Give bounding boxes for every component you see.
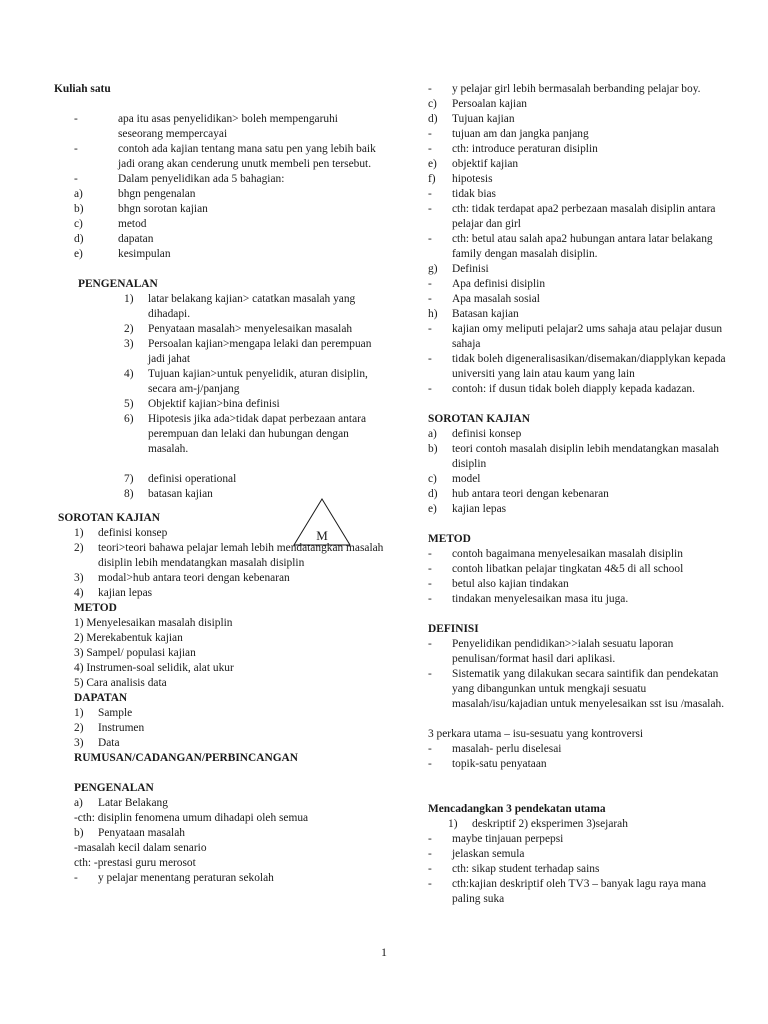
line-text: Penyelidikan pendidikan>>ialah sesuatu laporan penulisan/format hasil dari aplikasi.: [452, 638, 674, 665]
line-text: 1) Menyelesaikan masalah disiplin: [74, 617, 233, 629]
line-text: Instrumen: [98, 722, 145, 734]
list-marker: -: [428, 383, 432, 395]
line-text: Batasan kajian: [452, 308, 519, 320]
list-marker: a): [428, 428, 437, 440]
line-text: objektif kajian: [452, 158, 519, 170]
list-item: [54, 397, 384, 412]
spacer: [428, 517, 728, 532]
list-item: [54, 871, 384, 886]
text-line: [54, 631, 384, 646]
section-heading: [54, 82, 384, 97]
list-item: [54, 322, 384, 337]
list-marker: -: [428, 833, 432, 845]
line-text: bhgn pengenalan: [118, 188, 196, 200]
section-heading: [54, 751, 384, 766]
list-marker: 3): [74, 572, 84, 584]
line-text: model: [452, 473, 481, 485]
list-marker: -: [74, 113, 78, 125]
line-text: hub antara teori dengan kebenaran: [452, 488, 609, 500]
line-text: cth: sikap student terhadap sains: [452, 863, 600, 875]
list-item: [54, 292, 384, 322]
line-text: teori>teori bahawa pelajar lemah lebih mendatangkan masalah disiplin lebih mendatangkan masalah disiplin: [98, 542, 384, 569]
line-text: apa itu asas penyelidikan> boleh mempengaruhi seseorang mempercayai: [118, 113, 338, 140]
list-marker: -: [428, 743, 432, 755]
line-text: teori contoh masalah disiplin lebih mendatangkan masalah disiplin: [452, 443, 719, 470]
text-line: [54, 811, 384, 826]
list-item: [428, 832, 728, 847]
list-marker: 3): [74, 737, 84, 749]
list-marker: -: [428, 323, 432, 335]
list-marker: a): [74, 797, 83, 809]
list-marker: -: [428, 233, 432, 245]
line-text: tindakan menyelesaikan masa itu juga.: [452, 593, 629, 605]
line-text: contoh ada kajian tentang mana satu pen yang lebih baik jadi orang akan cenderung unutk membeli pen tersebut.: [118, 143, 376, 170]
section-heading: [428, 802, 728, 817]
line-text: 3 perkara utama – isu-sesuatu yang kontroversi: [428, 728, 644, 740]
line-text: cth: betul atau salah apa2 hubungan antara latar belakang family dengan masalah disiplin.: [452, 233, 713, 260]
text-line: [54, 661, 384, 676]
line-text: Latar Belakang: [98, 797, 168, 809]
list-marker: -: [428, 758, 432, 770]
triangle-label: M: [316, 528, 328, 543]
line-text: kesimpulan: [118, 248, 171, 260]
line-text: Dalam penyelidikan ada 5 bahagian:: [118, 173, 285, 185]
list-marker: -: [428, 353, 432, 365]
section-heading: [54, 601, 384, 616]
triangle-m-diagram: [292, 498, 352, 548]
left-column: [54, 82, 384, 886]
list-item: [54, 472, 384, 487]
list-item: [54, 202, 384, 217]
list-marker: -: [428, 638, 432, 650]
list-item: [428, 202, 728, 232]
list-marker: d): [74, 233, 84, 245]
line-text: Persoalan kajian: [452, 98, 527, 110]
list-item: [54, 232, 384, 247]
list-item: [428, 502, 728, 517]
list-item: [428, 667, 728, 712]
line-text: tidak boleh digeneralisasikan/disemakan/diapplykan kepada universiti yang lain atau kaum yang lain: [452, 353, 726, 380]
list-item: [428, 232, 728, 262]
line-text: Apa masalah sosial: [452, 293, 540, 305]
line-text: Persoalan kajian>mengapa lelaki dan perempuan jadi jahat: [148, 338, 372, 365]
list-marker: -: [428, 83, 432, 95]
list-marker: 8): [124, 488, 134, 500]
list-item: [428, 157, 728, 172]
list-marker: b): [428, 443, 438, 455]
line-text: DEFINISI: [428, 623, 479, 635]
list-item: [428, 847, 728, 862]
spacer: [54, 766, 384, 781]
spacer: [428, 787, 728, 802]
list-item: [428, 172, 728, 187]
text-line: [428, 727, 728, 742]
line-text: Kuliah satu: [54, 83, 111, 95]
line-text: kajian lepas: [452, 503, 507, 515]
line-text: y pelajar girl lebih bermasalah berbanding pelajar boy.: [452, 83, 701, 95]
line-text: Sistematik yang dilakukan secara saintifik dan pendekatan yang dibangunkan untuk mengkaji sesuatu masalah/isu/kajadian untuk menyelesaikan sst isu /masalah.: [452, 668, 725, 710]
list-marker: 1): [124, 293, 134, 305]
list-marker: e): [428, 158, 437, 170]
line-text: tujuan am dan jangka panjang: [452, 128, 589, 140]
list-marker: 7): [124, 473, 134, 485]
list-marker: 2): [74, 542, 84, 554]
list-item: [54, 706, 384, 721]
list-item: [54, 571, 384, 586]
line-text: definisi konsep: [452, 428, 522, 440]
list-marker: -: [428, 203, 432, 215]
list-item: [54, 796, 384, 811]
page-number: 1: [381, 945, 387, 959]
list-marker: -: [428, 593, 432, 605]
section-heading: [428, 532, 728, 547]
list-marker: 1): [448, 818, 458, 830]
section-heading: [54, 781, 384, 796]
line-text: maybe tinjauan perpepsi: [452, 833, 564, 845]
line-text: 4) Instrumen-soal selidik, alat ukur: [74, 662, 234, 674]
list-marker: d): [428, 113, 438, 125]
line-text: Objektif kajian>bina definisi: [148, 398, 280, 410]
line-text: -cth: disiplin fenomena umum dihadapi oleh semua: [74, 812, 309, 824]
line-text: jelaskan semula: [452, 848, 525, 860]
line-text: RUMUSAN/CADANGAN/PERBINCANGAN: [74, 752, 299, 764]
line-text: Apa definisi disiplin: [452, 278, 546, 290]
line-text: kajian omy meliputi pelajar2 ums sahaja atau pelajar dusun sahaja: [452, 323, 723, 350]
list-item: [54, 187, 384, 202]
list-item: [428, 442, 728, 472]
line-text: SOROTAN KAJIAN: [428, 413, 530, 425]
line-text: definisi operational: [148, 473, 237, 485]
line-text: batasan kajian: [148, 488, 213, 500]
text-line: [54, 856, 384, 871]
list-item: [54, 247, 384, 262]
line-text: PENGENALAN: [74, 782, 154, 794]
list-item: [428, 277, 728, 292]
list-marker: b): [74, 827, 84, 839]
list-item: [54, 172, 384, 187]
list-item: [428, 862, 728, 877]
list-marker: b): [74, 203, 84, 215]
text-line: [54, 616, 384, 631]
list-marker: 1): [74, 527, 84, 539]
line-text: betul also kajian tindakan: [452, 578, 569, 590]
list-item: [428, 472, 728, 487]
line-text: dapatan: [118, 233, 154, 245]
list-marker: 4): [74, 587, 84, 599]
line-text: 3) Sampel/ populasi kajian: [74, 647, 196, 659]
line-text: Mencadangkan 3 pendekatan utama: [428, 803, 606, 815]
line-text: contoh: if dusun tidak boleh diapply kepada kadazan.: [452, 383, 695, 395]
line-text: PENGENALAN: [78, 278, 158, 290]
text-line: [54, 646, 384, 661]
list-marker: 1): [74, 707, 84, 719]
right-column: [428, 82, 728, 907]
line-text: Definisi: [452, 263, 489, 275]
line-text: contoh bagaimana menyelesaikan masalah disiplin: [452, 548, 683, 560]
list-item: [54, 217, 384, 232]
list-item: [428, 322, 728, 352]
list-marker: c): [74, 218, 83, 230]
list-item: [428, 427, 728, 442]
list-marker: e): [74, 248, 83, 260]
list-marker: -: [428, 863, 432, 875]
list-marker: f): [428, 173, 436, 185]
line-text: Data: [98, 737, 120, 749]
line-text: definisi konsep: [98, 527, 168, 539]
line-text: Tujuan kajian>untuk penyelidik, aturan disiplin, secara am-j/panjang: [148, 368, 368, 395]
list-marker: c): [428, 473, 437, 485]
list-item: [428, 757, 728, 772]
line-text: DAPATAN: [74, 692, 128, 704]
list-marker: 5): [124, 398, 134, 410]
line-text: modal>hub antara teori dengan kebenaran: [98, 572, 290, 584]
list-marker: h): [428, 308, 438, 320]
line-text: METOD: [74, 602, 117, 614]
list-item: [54, 826, 384, 841]
list-item: [428, 592, 728, 607]
list-item: [428, 637, 728, 667]
list-item: [428, 307, 728, 322]
line-text: latar belakang kajian> catatkan masalah yang dihadapi.: [148, 293, 356, 320]
section-heading: [54, 277, 384, 292]
spacer: [54, 262, 384, 277]
list-item: [428, 112, 728, 127]
line-text: METOD: [428, 533, 471, 545]
list-item: [428, 562, 728, 577]
list-marker: -: [428, 848, 432, 860]
list-marker: -: [74, 143, 78, 155]
line-text: Hipotesis jika ada>tidak dapat perbezaan antara perempuan dan lelaki dan hubungan dengan masalah.: [148, 413, 367, 455]
list-marker: e): [428, 503, 437, 515]
line-text: Sample: [98, 707, 133, 719]
section-heading: [428, 622, 728, 637]
list-item: [428, 82, 728, 97]
list-item: [54, 412, 384, 457]
list-marker: -: [428, 128, 432, 140]
line-text: topik-satu penyataan: [452, 758, 547, 770]
list-marker: -: [428, 293, 432, 305]
line-text: tidak bias: [452, 188, 496, 200]
list-marker: 6): [124, 413, 134, 425]
spacer: [428, 712, 728, 727]
line-text: cth:kajian deskriptif oleh TV3 – banyak lagu raya mana paling suka: [452, 878, 707, 905]
line-text: hipotesis: [452, 173, 493, 185]
line-text: masalah- perlu diselesai: [452, 743, 562, 755]
list-marker: -: [428, 878, 432, 890]
line-text: contoh libatkan pelajar tingkatan 4&5 di all school: [452, 563, 684, 575]
list-item: [54, 586, 384, 601]
line-text: y pelajar menentang peraturan sekolah: [98, 872, 274, 884]
list-item: [54, 367, 384, 397]
list-marker: -: [428, 188, 432, 200]
list-item: [54, 721, 384, 736]
text-line: [54, 676, 384, 691]
spacer: [54, 97, 384, 112]
list-item: [428, 352, 728, 382]
list-marker: -: [428, 143, 432, 155]
list-item: [428, 547, 728, 562]
line-text: kajian lepas: [98, 587, 153, 599]
list-item: [428, 292, 728, 307]
section-heading: [428, 412, 728, 427]
list-marker: a): [74, 188, 83, 200]
list-marker: g): [428, 263, 438, 275]
spacer: [54, 457, 384, 472]
list-item: [428, 877, 728, 907]
line-text: metod: [118, 218, 147, 230]
line-text: deskriptif 2) eksperimen 3)sejarah: [472, 818, 628, 830]
list-marker: 3): [124, 338, 134, 350]
line-text: -masalah kecil dalam senario: [74, 842, 207, 854]
list-item: [54, 736, 384, 751]
list-marker: -: [428, 563, 432, 575]
section-heading: [54, 691, 384, 706]
line-text: bhgn sorotan kajian: [118, 203, 208, 215]
list-marker: -: [74, 872, 78, 884]
list-marker: -: [428, 668, 432, 680]
line-text: cth: tidak terdapat apa2 perbezaan masalah disiplin antara pelajar dan girl: [452, 203, 716, 230]
line-text: Penyataan masalah: [98, 827, 185, 839]
spacer: [428, 772, 728, 787]
list-item: [428, 262, 728, 277]
list-item: [428, 142, 728, 157]
list-marker: -: [428, 578, 432, 590]
list-item: [54, 337, 384, 367]
list-item: [428, 487, 728, 502]
list-marker: -: [428, 278, 432, 290]
list-item: [428, 817, 728, 832]
list-marker: 2): [124, 323, 134, 335]
list-item: [428, 187, 728, 202]
list-item: [428, 577, 728, 592]
list-item: [428, 742, 728, 757]
list-item: [428, 97, 728, 112]
line-text: SOROTAN KAJIAN: [58, 512, 160, 524]
list-marker: d): [428, 488, 438, 500]
line-text: 5) Cara analisis data: [74, 677, 167, 689]
list-marker: 2): [74, 722, 84, 734]
list-item: [54, 112, 384, 142]
list-marker: -: [428, 548, 432, 560]
list-item: [428, 382, 728, 397]
list-marker: 4): [124, 368, 134, 380]
list-item: [428, 127, 728, 142]
line-text: cth: introduce peraturan disiplin: [452, 143, 598, 155]
list-marker: -: [74, 173, 78, 185]
line-text: cth: -prestasi guru merosot: [74, 857, 196, 869]
spacer: [428, 397, 728, 412]
spacer: [428, 607, 728, 622]
line-text: 2) Merekabentuk kajian: [74, 632, 183, 644]
list-item: [54, 142, 384, 172]
line-text: Tujuan kajian: [452, 113, 515, 125]
line-text: Penyataan masalah> menyelesaikan masalah: [148, 323, 353, 335]
text-line: [54, 841, 384, 856]
list-marker: c): [428, 98, 437, 110]
